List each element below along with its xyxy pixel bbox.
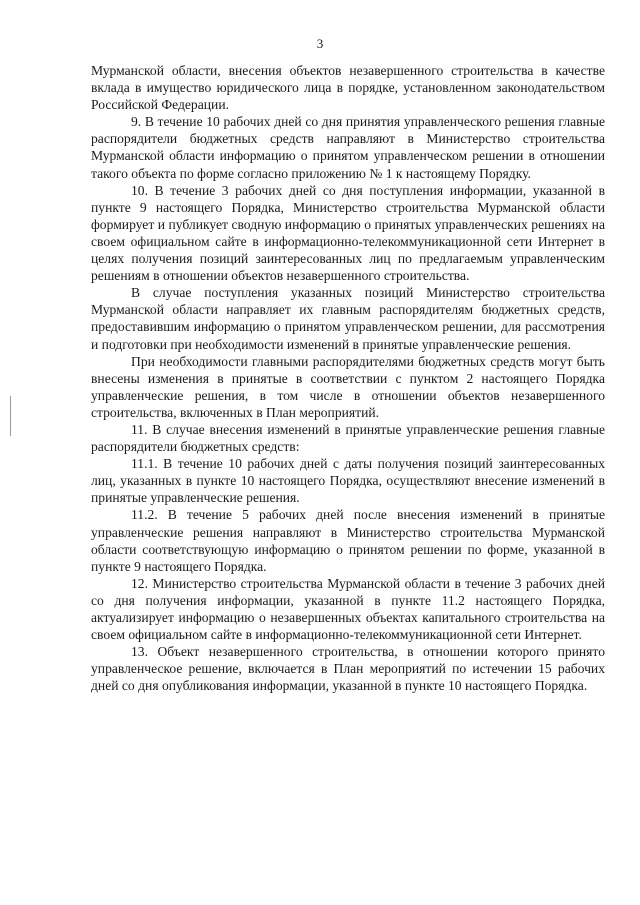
paragraph-item-11: 11. В случае внесения изменений в принятые управленческие решения главные распорядители бюджетных средств: [91, 421, 605, 455]
paragraph-item-13: 13. Объект незавершенного строительства, в отношении которого принято управленческое решение, включается в План мероприятий по истечении 15 рабочих дней со дня опубликования информации, указанной в пункте 10 настоящего Порядка. [91, 644, 605, 694]
paragraph-positions: В случае поступления указанных позиций Министерство строительства Мурманской области направляет их главным распорядителям бюджетных средств, предоставившим информацию о принятом управленческом решении, для рассмотрения и подготовки при необходимости изменений в принятые управленческие решения. [91, 285, 605, 352]
paragraph-item-10: 10. В течение 3 рабочих дней со дня поступления информации, указанной в пункте 9 настоящего Порядка, Министерство строительства Мурманской области формирует и публикует сводную информацию о принятых управленческих решениях на своем официальном сайте в информационно-телекоммуникационной сети Интернет в целях получения позиций заинтересованных лиц по предлагаемым управленческим решениям в отношении объектов незавершенного строительства. [91, 182, 605, 284]
paragraph-continuation: Мурманской области, внесения объектов незавершенного строительства в качестве вклада в имущество юридического лица в порядке, установленном законодательством Российской Федерации. [91, 63, 605, 113]
paragraph-item-11-1: 11.1. В течение 10 рабочих дней с даты получения позиций заинтересованных лиц, указанных в пункте 10 настоящего Порядка, осуществляют внесение изменений в принятые управленческие решения. [91, 456, 605, 506]
paragraph-item-11-2: 11.2. В течение 5 рабочих дней после внесения изменений в принятые управленческие решения направляют в Министерство строительства Мурманской области соответствующую информацию о принятом решении по форме, указанной в пункте 9 настоящего Порядка. [91, 507, 605, 574]
paragraph-changes: При необходимости главными распорядителями бюджетных средств могут быть внесены изменения в принятые в соответствии с пунктом 2 настоящего Порядка управленческие решения, в том числе в отношении объектов незавершенного строительства, включенных в План мероприятий. [91, 353, 605, 420]
paragraph-item-9: 9. В течение 10 рабочих дней со дня принятия управленческого решения главные распорядители бюджетных средств направляют в Министерство строительства Мурманской области информацию о принятом управленческом решении в отношении такого объекта по форме согласно приложению № 1 к настоящему Порядку. [91, 114, 605, 181]
left-margin-mark [10, 396, 11, 436]
paragraph-item-12: 12. Министерство строительства Мурманской области в течение 3 рабочих дней со дня получения информации, указанной в пункте 11.2 настоящего Порядка, актуализирует информацию о незавершенных объектах капитального строительства на своем официальном сайте в информационно-телекоммуникационной сети Интернет. [91, 575, 605, 643]
page-number: 3 [316, 36, 324, 51]
document-body [91, 62, 605, 694]
